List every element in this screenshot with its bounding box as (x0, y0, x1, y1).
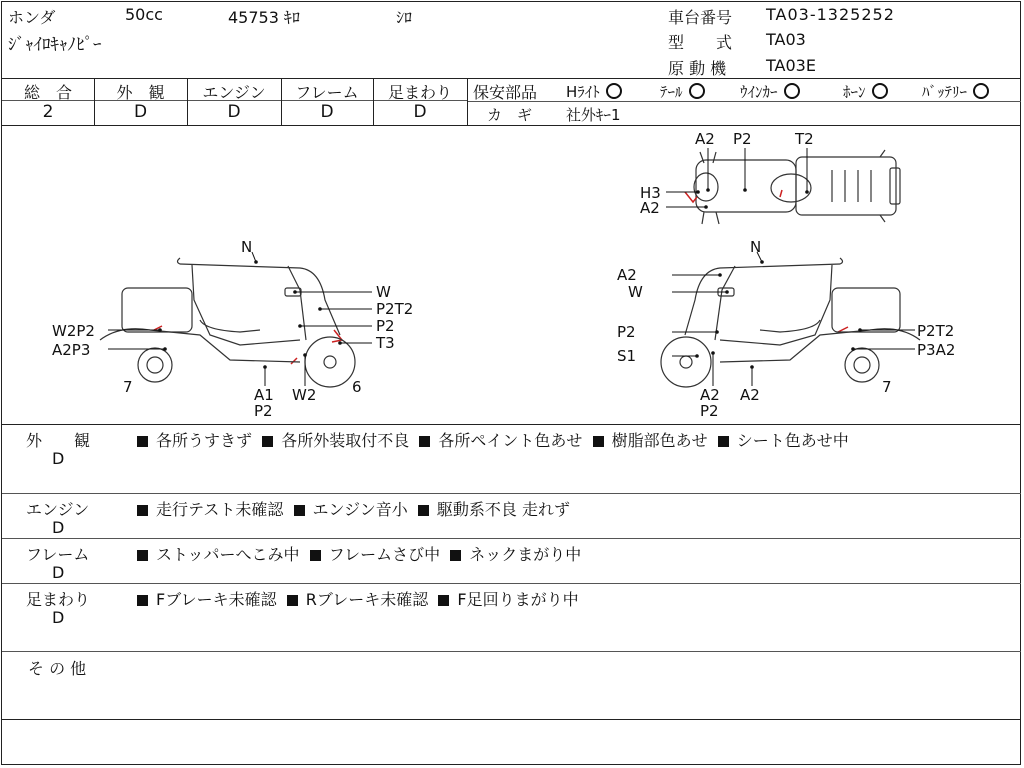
rule (2, 719, 1021, 720)
diagram-label: A2 (640, 199, 660, 217)
diagram-label: 6 (352, 378, 362, 396)
diagram-label: W2P2 (52, 322, 95, 340)
bullet-icon (310, 550, 321, 561)
section-label-exterior: 外 観 (26, 431, 91, 450)
frame-grade: D (320, 102, 334, 122)
rule (2, 538, 1021, 539)
diagram-label: P2T2 (376, 300, 414, 318)
exterior-grade: D (133, 102, 148, 122)
rule (2, 651, 1021, 652)
section-grade-frame: D (52, 563, 65, 582)
key-label: カ ギ (487, 106, 533, 124)
scooter-right-view (661, 258, 920, 387)
safety-item-winker: ｳｲﾝｶｰ (740, 81, 800, 102)
diagram-label: A2 (695, 130, 715, 148)
bullet-icon (287, 595, 298, 606)
bullet-icon (137, 505, 148, 516)
section-notes-frame: ストッパーへこみ中 フレームさび中 ネックまがり中 (137, 542, 581, 565)
section-grade-exterior: D (52, 449, 65, 468)
suspension-grade-label: 足まわり (387, 83, 452, 102)
damage-marks (154, 190, 848, 364)
section-grade-suspension: D (52, 608, 65, 627)
diagram-label: T2 (795, 130, 814, 148)
scooter-top-view (694, 150, 900, 224)
diagram-label: P2 (733, 130, 752, 148)
type-value: TA03 (766, 30, 806, 49)
bullet-icon (593, 436, 604, 447)
bullet-icon (419, 436, 430, 447)
section-notes-exterior: 各所うすきず 各所外装取付不良 各所ペイント色あせ 樹脂部色あせ シート色あせ中 (137, 428, 849, 451)
overall-grade: 2 (42, 102, 54, 122)
bullet-icon (718, 436, 729, 447)
safety-item-battery: ﾊﾞｯﾃﾘｰ (922, 81, 989, 102)
diagram-label: A1 (254, 386, 274, 404)
bullet-icon (450, 550, 461, 561)
diagram-label: W (628, 283, 643, 301)
bullet-icon (137, 550, 148, 561)
diagram-label: H3 (640, 184, 661, 202)
type-label: 型 式 (668, 33, 733, 52)
diagram-label: S1 (617, 347, 637, 365)
exterior-label: 外 観 (116, 83, 165, 102)
key-value: 社外ｷｰ1 (566, 106, 621, 124)
section-label-suspension: 足まわり (26, 590, 91, 609)
safety-item-horn: ﾎｰﾝ (843, 81, 888, 102)
engine-grade-label: エンジン (202, 83, 266, 102)
bullet-icon (294, 505, 305, 516)
body-color: ｼﾛ (396, 8, 413, 27)
engine-grade: D (227, 102, 241, 122)
diagram-label: P2 (617, 323, 636, 341)
diagram-label: N (750, 238, 762, 256)
diagram-label: P2 (700, 402, 719, 420)
engine-model: TA03E (766, 56, 816, 75)
rule (2, 424, 1021, 425)
section-label-engine: エンジン (26, 500, 90, 519)
diagram-label: A2P3 (52, 341, 91, 359)
section-label-frame: フレーム (26, 545, 90, 564)
diagram-label: N (241, 238, 253, 256)
safety-item-tail: ﾃｰﾙ (660, 81, 705, 102)
leader-dots (158, 188, 862, 369)
leader-lines (108, 148, 915, 386)
rule (2, 583, 1021, 584)
diagram-label: A2 (700, 386, 720, 404)
displacement: 50cc (125, 5, 163, 24)
rule (2, 493, 1021, 494)
overall-label: 総 合 (23, 83, 72, 102)
section-notes-engine: 走行テスト未確認 エンジン音小 駆動系不良 走れず (137, 497, 570, 520)
diagram-label: A2 (740, 386, 760, 404)
maker: ホンダ (8, 8, 56, 27)
diagram-label: W (376, 283, 391, 301)
bullet-icon (418, 505, 429, 516)
diagram-label: W2 (292, 386, 317, 404)
safety-item-headlight: Hﾗｲﾄ (566, 81, 622, 102)
bullet-icon (438, 595, 449, 606)
frame-no-label: 車台番号 (668, 8, 733, 27)
section-notes-suspension: Fブレーキ未確認 Rブレーキ未確認 F足回りまがり中 (137, 587, 579, 610)
model-name: ｼﾞｬｲﾛｷｬﾉﾋﾟｰ (8, 35, 102, 55)
diagram-label: 7 (123, 378, 133, 396)
bullet-icon (137, 595, 148, 606)
engine-model-label: 原 動 機 (668, 59, 727, 78)
frame-no: TA03-1325252 (766, 5, 895, 24)
frame-grade-label: フレーム (295, 83, 359, 102)
safety-title: 保安部品 (473, 83, 538, 102)
section-grade-engine: D (52, 518, 65, 537)
bullet-icon (137, 436, 148, 447)
diagram-label: T3 (376, 334, 395, 352)
diagram-label: P2 (254, 402, 273, 420)
suspension-grade: D (413, 102, 427, 122)
mileage: 45753 ｷﾛ (228, 8, 300, 27)
diagram-label: A2 (617, 266, 637, 284)
diagram-label: P2T2 (917, 322, 955, 340)
section-label-other: そ の 他 (28, 659, 87, 678)
scooter-left-view (100, 258, 355, 387)
diagram-label: P2 (376, 317, 395, 335)
diagram-label: 7 (882, 378, 892, 396)
bullet-icon (262, 436, 273, 447)
diagram-label: P3A2 (917, 341, 956, 359)
